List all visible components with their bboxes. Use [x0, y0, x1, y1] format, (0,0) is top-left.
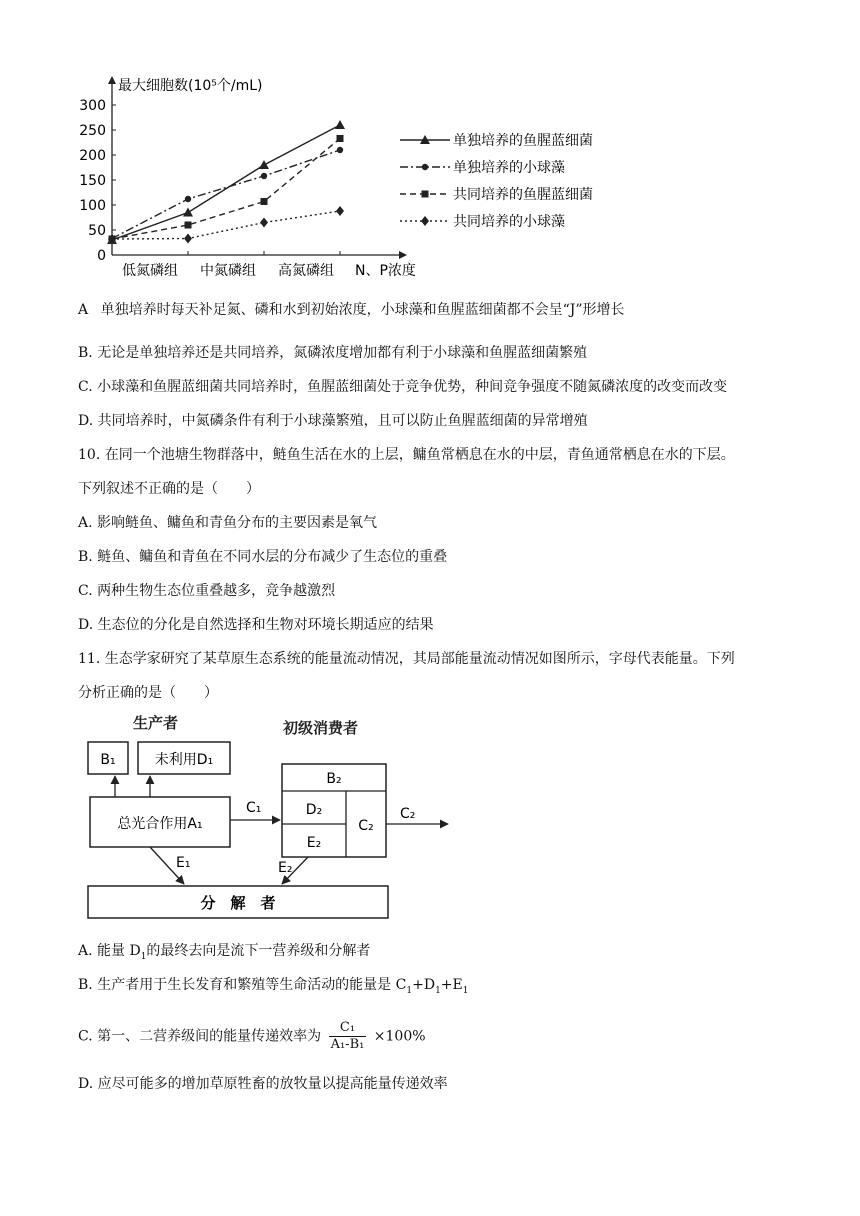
q9-option-d: D. 共同培养时，中氮磷条件有利于小球藻繁殖，且可以防止鱼腥蓝细菌的异常增殖	[78, 413, 588, 429]
q11-stem-line2: 分析正确的是（ ）	[78, 685, 218, 701]
q11-a-post: 的最终去向是流下一营养级和分解者	[146, 943, 371, 959]
data-point	[185, 196, 191, 202]
q11-b-mid1: +D	[412, 977, 436, 993]
y-axis-label: 最大细胞数(10⁵个/mL)	[118, 78, 263, 94]
q11-option-c	[78, 1020, 426, 1053]
q10-option-d: D. 生态位的分化是自然选择和生物对环境长期适应的结果	[78, 617, 434, 633]
x-axis-arrow	[399, 251, 407, 259]
y-tick-label: 50	[88, 223, 106, 239]
data-point	[336, 206, 344, 216]
cell-count-chart	[70, 70, 650, 285]
q10-stem-line2: 下列叙述不正确的是（ ）	[78, 481, 260, 497]
legend-label-0: 单独培养的鱼腥蓝细菌	[453, 133, 593, 149]
e1-label: E₁	[176, 855, 191, 871]
e2-label: E₂	[278, 860, 293, 876]
y-tick-label: 300	[79, 98, 106, 114]
y-axis-arrow	[108, 76, 116, 84]
q11-b-sub1: 1	[406, 985, 413, 996]
c2-label: C₂	[400, 806, 416, 822]
q9-option-a	[78, 300, 625, 320]
data-point	[259, 160, 269, 169]
fraction-denominator: A₁-B₁	[330, 1037, 365, 1052]
line-chart-svg	[70, 70, 650, 285]
q10-option-c: C. 两种生物生态位重叠越多，竞争越激烈	[78, 583, 336, 599]
data-point	[183, 208, 193, 217]
y-tick-label: 0	[97, 248, 106, 264]
energy-flow-svg	[78, 707, 458, 927]
fraction-numerator: C₁	[329, 1020, 367, 1037]
q10-option-a: A. 影响鲢鱼、鳙鱼和青鱼分布的主要因素是氧气	[78, 515, 378, 531]
data-point	[261, 173, 267, 179]
b1-label: B₁	[100, 752, 116, 768]
x-category-label: 高氮磷组	[278, 263, 334, 279]
x-category-label: 低氮磷组	[122, 263, 178, 279]
q11-stem-line1: 11. 生态学家研究了某草原生态系统的能量流动情况，其局部能量流动情况如图所示，字母代表能量。下列	[78, 651, 735, 667]
e2-box-label: E₂	[306, 835, 322, 851]
legend-marker-2	[422, 191, 429, 198]
efficiency-fraction	[329, 1020, 367, 1053]
data-point	[185, 222, 192, 229]
q11-option-a	[78, 941, 370, 967]
x-category-label: 中氮磷组	[200, 263, 256, 279]
legend-marker-3	[421, 216, 429, 226]
unused-d1-label: 未利用D₁	[154, 752, 214, 768]
y-tick-label: 200	[79, 148, 106, 164]
producer-label: 生产者	[133, 714, 179, 732]
q11-b-mid2: +E	[440, 977, 463, 993]
q10-option-b: B. 鲢鱼、鳙鱼和青鱼在不同水层的分布减少了生态位的重叠	[78, 549, 448, 565]
q9-option-a-label: A	[78, 302, 89, 318]
q10-stem-line1: 10. 在同一个池塘生物群落中，鲢鱼生活在水的上层，鳙鱼常栖息在水的中层，青鱼通常栖息在水的下层。	[78, 447, 735, 463]
d2-label: D₂	[305, 802, 323, 818]
b2-label: B₂	[326, 771, 342, 787]
legend-label-3: 共同培养的小球藻	[453, 214, 565, 230]
x-axis-label: N、P浓度	[355, 263, 416, 279]
y-tick-label: 250	[79, 123, 106, 139]
data-point	[335, 120, 345, 129]
q11-option-b	[78, 975, 468, 1001]
series-line-1	[112, 150, 340, 239]
data-point	[337, 135, 344, 142]
q9-option-a-text: 单独培养时每天补足氮、磷和水到初始浓度，小球藻和鱼腥蓝细菌都不会呈“J”形增长	[100, 302, 625, 318]
q11-a-sub: 1	[140, 951, 147, 962]
consumer-label: 初级消费者	[283, 719, 359, 737]
series-line-3	[112, 211, 340, 239]
q11-c-pre: C. 第一、二营养级间的能量传递效率为	[78, 1028, 322, 1045]
data-point	[261, 198, 268, 205]
q11-a-pre: A. 能量 D	[78, 943, 141, 959]
legend-marker-1	[422, 164, 428, 170]
data-point	[184, 234, 192, 244]
y-tick-label: 150	[79, 173, 106, 189]
q9-option-b: B. 无论是单独培养还是共同培养，氮磷浓度增加都有利于小球藻和鱼腥蓝细菌繁殖	[78, 345, 588, 361]
q11-b-sub3: 1	[462, 985, 469, 996]
decomposer-label: 分 解 者	[200, 894, 276, 912]
q9-option-c: C. 小球藻和鱼腥蓝细菌共同培养时，鱼腥蓝细菌处于竞争优势，种间竞争强度不随氮磷浓度的改变而改变	[78, 379, 728, 395]
q11-c-post: ×100%	[373, 1028, 426, 1045]
c1-label: C₁	[246, 800, 262, 816]
q11-b-sub2: 1	[435, 985, 441, 996]
legend-label-2: 共同培养的鱼腥蓝细菌	[453, 187, 593, 203]
y-tick-label: 100	[79, 198, 106, 214]
q11-option-d: D. 应尽可能多的增加草原牲畜的放牧量以提高能量传递效率	[78, 1076, 448, 1092]
photosynthesis-label: 总光合作用A₁	[117, 816, 203, 832]
q11-b-pre: B. 生产者用于生长发育和繁殖等生命活动的能量是 C	[78, 977, 407, 993]
c2-box-label: C₂	[358, 818, 374, 834]
series-line-0	[112, 125, 340, 240]
legend-label-1: 单独培养的小球藻	[453, 160, 565, 176]
data-point	[260, 218, 268, 228]
data-point	[337, 147, 343, 153]
energy-flow-diagram	[78, 707, 458, 927]
